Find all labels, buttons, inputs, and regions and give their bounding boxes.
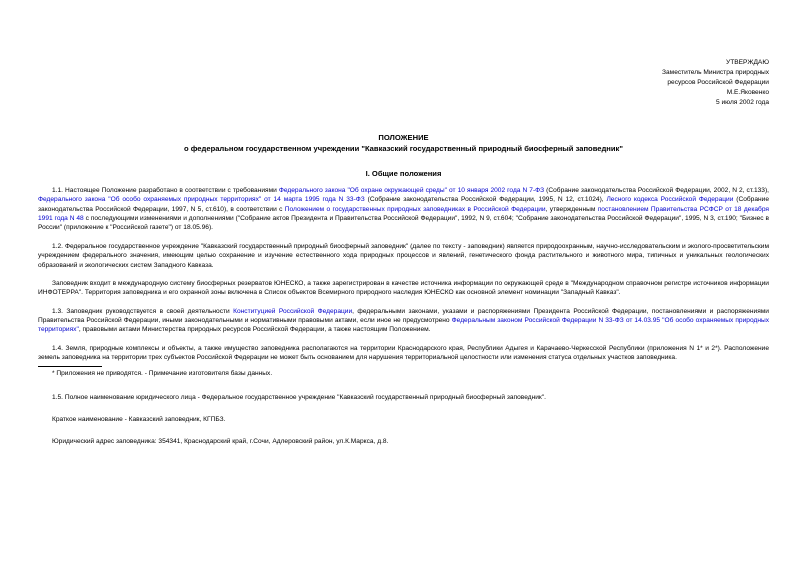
law-link[interactable]: Федеральным законом Российской Федерации N 33-ФЗ от 14.03.95 "Об особо охраняемых природных территориях" bbox=[38, 316, 769, 334]
text: (Собрание законодательства Российской Федерации, 1995, N 12, ст.1024), bbox=[364, 196, 607, 204]
law-link[interactable]: постановлением Правительства РСФСР от 18 декабря 1991 года N 48 bbox=[38, 205, 769, 223]
footnote: * Приложения не приводятся. - Примечание изготовителя базы данных. bbox=[52, 370, 273, 378]
paragraph-1-3 bbox=[38, 307, 769, 335]
text: (Собрание законодательства Российской Федерации, 2002, N 2, ст.133), bbox=[544, 187, 769, 194]
paragraph-address: Юридический адрес заповедника: 354341, Краснодарский край, г.Сочи, Адлеровский район, ул.К.Маркса, д.8. bbox=[52, 438, 389, 446]
section-title: I. Общие положения bbox=[365, 169, 442, 178]
text: , федеральными законами, указами и распоряжениями Президента Российской Федерации, постановлениями и распоряжениями Правительства Российской Федерации, иными законодательными и нормативными правовыми актами, если иное не предусмотрено bbox=[38, 307, 769, 324]
paragraph-1-1 bbox=[38, 186, 769, 233]
approval-line: УТВЕРЖДАЮ bbox=[726, 59, 769, 66]
text: 1.1. Настоящее Положение разработано в соответствии с требованиями bbox=[52, 187, 279, 194]
text: , утвержденным bbox=[545, 205, 598, 213]
paragraph-1-2: 1.2. Федеральное государственное учреждение "Кавказский государственный природный биосферный заповедник" (далее по тексту - заповедник) является природоохранным, научно-исследовательским и эколого-просветительским учреждением федерального значения, имеющим целью сохранение и изучение естественного хода природных процессов и явлений, генетического фонда растительного и животного мира, типичных и уникальных геологических образований и экологических систем Западного Кавказа. bbox=[38, 242, 769, 269]
text: , правовыми актами Министерства природных ресурсов Российской Федерации, а также настоящим Положением. bbox=[78, 326, 431, 334]
law-link[interactable]: Конституцией Российской Федерации bbox=[233, 307, 353, 315]
footnote-divider bbox=[38, 366, 102, 367]
law-link[interactable]: Федерального закона "Об особо охраняемых природных территориях" от 14 марта 1995 года N 33-ФЗ bbox=[38, 196, 365, 204]
approval-line: ресурсов Российской Федерации bbox=[667, 78, 769, 86]
text: 1.3. Заповедник руководствуется в своей деятельности bbox=[52, 307, 234, 315]
paragraph-1-5: 1.5. Полное наименование юридического лица - Федеральное государственное учреждение "Кавказский государственный природный биосферный заповедник". bbox=[52, 393, 546, 401]
approval-line: 5 июля 2002 года bbox=[715, 98, 769, 106]
approval-block bbox=[662, 58, 769, 107]
approval-line: М.Е.Яковенко bbox=[726, 88, 769, 96]
document-body bbox=[38, 186, 769, 456]
text: (Собрание законодательства Российской Федерации, 1997, N 5, ст.610), в соответствии с bbox=[38, 196, 770, 213]
paragraph-short-name: Краткое наименование - Кавказский заповедник, КГПБЗ. bbox=[52, 416, 226, 424]
title-line: о федеральном государственном учреждении "Кавказский государственный природный биосферный заповедник" bbox=[184, 143, 623, 153]
text: с последующими изменениями и дополнениями ("Собрание актов Президента и Правительства Российской Федерации", 1992, N 9, ст.604; "Собрание законодательства Российской Федерации", 1995, N 3, ст.190; "Бизнес в России" (приложение к "Российской газете") от 18.05.96). bbox=[38, 215, 769, 232]
paragraph-1-4: 1.4. Земля, природные комплексы и объекты, а также имущество заповедника располагаются на территории Краснодарского края, Республики Адыгея и Карачаево-Черкесской Республики (приложения N 1* и 2*). Расположение земель заповедника на территории трех субъектов Российской Федерации не может быть основанием для нарушения территориальной целостности или изменения статуса отдельных участков заповедника. bbox=[38, 344, 769, 362]
paragraph-unesco: Заповедник входит в международную систему биосферных резерватов ЮНЕСКО, а также зарегистрирован в качестве источника информации по окружающей среде в "Международном справочном регистре источников информации ИНФОТЕРРА". Территория заповедника и его охранной зоны включена в Список объектов Всемирного природного наследия ЮНЕСКО как основной элемент номинации "Западный Кавказ". bbox=[38, 279, 769, 297]
law-link[interactable]: Положением о государственных природных заповедниках в Российской Федерации bbox=[284, 205, 546, 213]
law-link[interactable]: Лесного кодекса Российской Федерации bbox=[606, 196, 734, 204]
approval-line: Заместитель Министра природных bbox=[662, 68, 769, 76]
law-link[interactable]: Федерального закона "Об охране окружающей среды" от 10 января 2002 года N 7-ФЗ bbox=[278, 187, 545, 194]
title-line: ПОЛОЖЕНИЕ bbox=[378, 133, 429, 142]
document-title bbox=[0, 133, 807, 154]
